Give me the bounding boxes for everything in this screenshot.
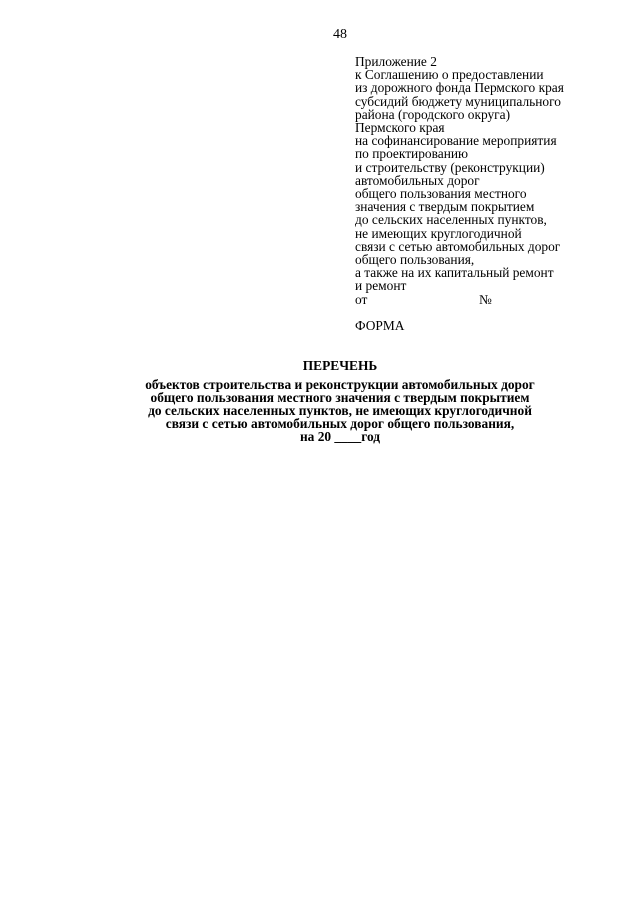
appendix-line: автомобильных дорог [355,172,480,188]
number-label: № [479,291,492,307]
appendix-line: на софинансирование мероприятия [355,133,557,149]
subtitle-line: связи с сетью автомобильных дорог общего пользования, [165,416,515,431]
appendix-line: Пермского края [355,120,445,136]
subtitle-line: до сельских населенных пунктов, не имеющих круглогодичной [148,403,532,418]
appendix-header [355,55,625,306]
subtitle-line: объектов строительства и реконструкции автомобильных дорог [145,377,535,392]
appendix-line: к Соглашению о предоставлении [355,67,544,83]
appendix-line: из дорожного фонда Пермского края [355,80,564,96]
list-subtitle [0,378,640,443]
appendix-line: связи с сетью автомобильных дорог [355,238,561,254]
appendix-line: значения с твердым покрытием [355,199,535,215]
form-label: ФОРМА [355,318,405,333]
appendix-line: субсидий бюджету муниципального [355,93,561,109]
subtitle-line: на 20 ____год [299,429,381,444]
appendix-line: и строительству (реконструкции) [355,159,545,175]
appendix-line: и ремонт [355,278,407,294]
appendix-line: общего пользования местного [355,186,527,202]
appendix-line: по проектированию [355,146,469,162]
appendix-line: до сельских населенных пунктов, [355,212,547,228]
list-title: ПЕРЕЧЕНЬ [302,358,378,373]
appendix-line: а также на их капитальный ремонт [355,265,554,281]
subtitle-line: общего пользования местного значения с твердым покрытием [150,390,530,405]
page-number: 48 [333,27,347,42]
from-label: от [355,291,368,307]
appendix-line: общего пользования, [355,252,475,268]
date-number-line [355,293,625,306]
appendix-line: не имеющих круглогодичной [355,225,522,241]
appendix-line: района (городского округа) [355,106,511,122]
appendix-line: Приложение 2 [355,54,437,69]
